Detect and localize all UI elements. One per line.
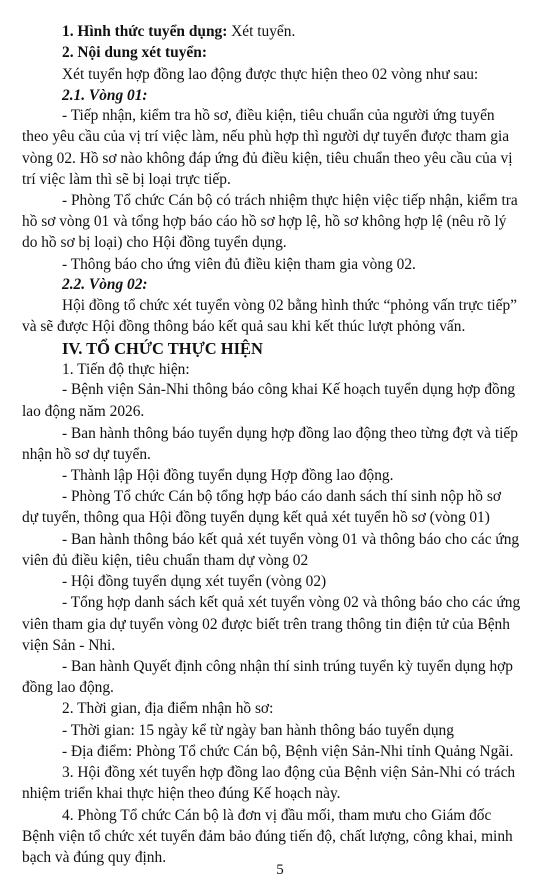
text-line-content: bạch và đúng quy định.: [22, 849, 167, 866]
text-line: [62, 657, 513, 677]
text-line-content: trí việc làm thì sẽ bị loại trực tiếp.: [22, 171, 231, 188]
text-line: [62, 43, 207, 63]
text-line: [62, 191, 518, 211]
text-line-content: 1. Tiến độ thực hiện:: [62, 361, 190, 378]
text-line-content: đồng lao động.: [22, 679, 114, 696]
text-line: [62, 65, 478, 85]
text-line: [22, 149, 513, 169]
text-line-content: do hồ sơ bị loại) cho Hội đồng tuyển dụng.: [22, 234, 287, 251]
text-line: [22, 636, 115, 656]
text-line-content: dự tuyển, thông qua Hội đồng tuyển dụng kết quả xét tuyển hồ sơ (vòng 01): [22, 509, 490, 526]
text-line: [62, 806, 491, 826]
text-line-content: nhận hồ sơ dự tuyển.: [22, 446, 151, 463]
text-line-content: 2. Thời gian, địa điểm nhận hồ sơ:: [62, 700, 274, 717]
text-line: [62, 721, 454, 741]
text-line: [62, 763, 515, 783]
text-line-content: vòng 02. Hồ sơ nào không đáp ứng đủ điều kiện, tiêu chuẩn theo yêu cầu của vị: [22, 150, 513, 167]
text-line: [62, 22, 295, 42]
text-line: [22, 678, 114, 698]
text-line: [62, 466, 393, 486]
text-line: [62, 699, 273, 719]
text-line: [62, 296, 517, 316]
text-line-content: 2.1. Vòng 01:: [62, 87, 148, 104]
text-line: [22, 784, 340, 804]
text-line: [22, 233, 287, 253]
text-line: [22, 402, 144, 422]
text-line: [62, 487, 501, 507]
text-line: [62, 86, 148, 106]
text-line: [62, 572, 326, 592]
text-line: [62, 424, 518, 444]
text-line: [22, 170, 231, 190]
text-line: [22, 212, 506, 232]
text-line-content: 2. Nội dung xét tuyển:: [62, 44, 207, 61]
text-line-content: viên đủ điều kiện, tiêu chuẩn tham dự vòng 02: [22, 552, 309, 569]
text-line: [22, 127, 509, 147]
text-line-content: và sẽ được Hội đồng thông báo kết quả sau khi kết thúc lượt phỏng vấn.: [22, 318, 466, 335]
text-line-content: 1. Hình thức tuyển dụng:: [62, 23, 228, 40]
text-line-content: - Thời gian: 15 ngày kể từ ngày ban hành thông báo tuyển dụng: [62, 722, 454, 739]
text-line-content: - Ban hành Quyết định công nhận thí sinh trúng tuyển kỳ tuyển dụng hợp: [62, 658, 513, 675]
text-line-content: - Tiếp nhận, kiểm tra hồ sơ, điều kiện, tiêu chuẩn của người ứng tuyển: [62, 107, 495, 124]
text-line-content: IV. TỔ CHỨC THỰC HIỆN: [62, 339, 263, 358]
text-line: [62, 742, 513, 762]
page-number: 5: [276, 862, 284, 878]
text-line: [22, 317, 465, 337]
text-line-content: - Ban hành thông báo kết quả xét tuyển vòng 01 và thông báo cho các ứng: [62, 531, 520, 548]
text-line: [62, 275, 148, 295]
text-line-content: - Bệnh viện Sản-Nhi thông báo công khai Kế hoạch tuyển dụng hợp đồng: [62, 381, 516, 398]
text-line: [62, 339, 263, 360]
text-line-content: 3. Hội đồng xét tuyển hợp đồng lao động của Bệnh viện Sản-Nhi có trách: [62, 764, 516, 781]
text-line-content: - Thành lập Hội đồng tuyển dụng Hợp đồng lao động.: [62, 467, 394, 484]
text-line: [62, 360, 190, 380]
text-line-content: - Thông báo cho ứng viên đủ điều kiện tham gia vòng 02.: [62, 256, 416, 273]
text-line-content: 4. Phòng Tổ chức Cán bộ là đơn vị đầu mối, tham mưu cho Giám đốc: [62, 807, 492, 824]
text-line-content: viện Sản - Nhi.: [22, 637, 116, 654]
text-line: [22, 827, 513, 847]
text-line: [62, 255, 416, 275]
text-line-content: - Địa điểm: Phòng Tổ chức Cán bộ, Bệnh viện Sản-Nhi tỉnh Quảng Ngãi.: [62, 743, 514, 760]
text-line-content: lao động năm 2026.: [22, 403, 145, 420]
text-line: [62, 593, 520, 613]
text-line-suffix: Xét tuyển.: [227, 23, 296, 40]
text-line-content: - Phòng Tổ chức Cán bộ tổng hợp báo cáo danh sách thí sinh nộp hồ sơ: [62, 488, 501, 505]
text-line: [22, 445, 151, 465]
text-line: [62, 380, 515, 400]
text-line-content: - Tổng hợp danh sách kết quả xét tuyển vòng 02 và thông báo cho các ứng: [62, 594, 521, 611]
text-line-content: theo yêu cầu của vị trí việc làm, nếu phù hợp thì người dự tuyển được tham gia: [22, 128, 510, 145]
text-line: [22, 508, 490, 528]
text-line-content: viên tham gia dự tuyển vòng 02 được biết trên trang thông tin điện tử của Bệnh: [22, 616, 510, 633]
text-line: [22, 615, 510, 635]
text-line-content: Bệnh viện tổ chức xét tuyển đảm bảo đúng tiến độ, chất lượng, công khai, minh: [22, 828, 513, 845]
text-line-content: Hội đồng tổ chức xét tuyển vòng 02 bằng hình thức “phỏng vấn trực tiếp”: [62, 297, 518, 314]
text-line-content: nhiệm triển khai thực hiện theo đúng Kế hoạch này.: [22, 785, 341, 802]
text-line-content: - Ban hành thông báo tuyển dụng hợp đồng lao động theo từng đợt và tiếp: [62, 425, 518, 442]
text-line: [62, 530, 519, 550]
text-line-content: - Phòng Tổ chức Cán bộ có trách nhiệm thực hiện việc tiếp nhận, kiểm tra: [62, 192, 518, 209]
text-line-content: Xét tuyển hợp đồng lao động được thực hiện theo 02 vòng như sau:: [62, 66, 479, 83]
text-line: [62, 106, 495, 126]
text-line: [22, 551, 308, 571]
text-line-content: - Hội đồng tuyển dụng xét tuyển (vòng 02): [62, 573, 327, 590]
text-line-content: 2.2. Vòng 02:: [62, 276, 148, 293]
text-line-content: hồ sơ vòng 01 và tổng hợp báo cáo hồ sơ hợp lệ, hồ sơ không hợp lệ (nêu rõ lý: [22, 213, 507, 230]
